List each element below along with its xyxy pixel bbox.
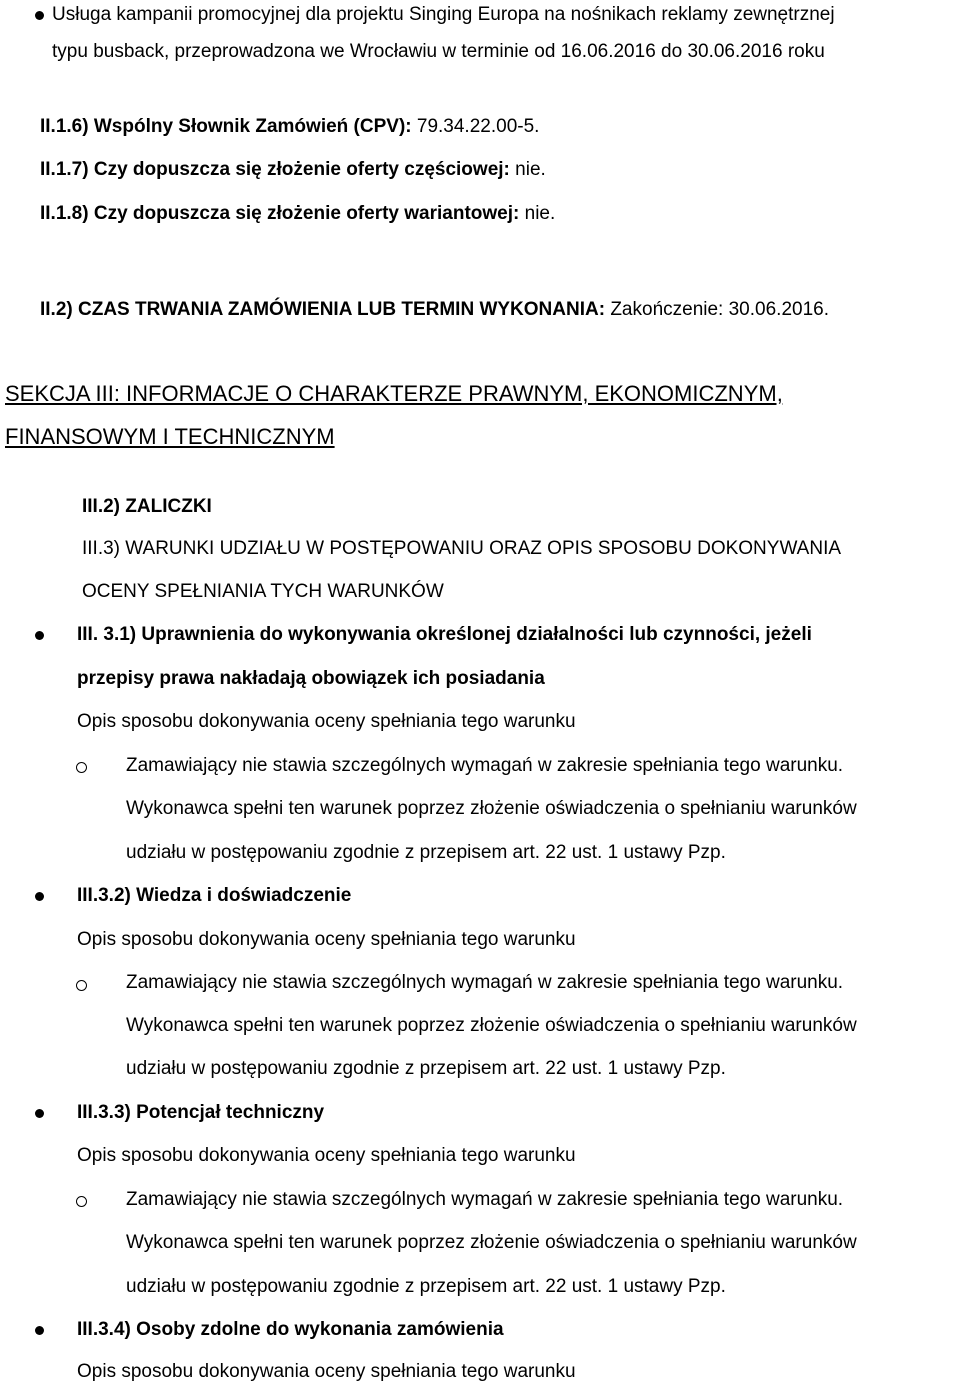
cpv-row	[40, 116, 539, 138]
variant-offer-label: II.1.8) Czy dopuszcza się złożenie oferty wariantowej:	[40, 203, 520, 224]
item-4-heading-line1: III.3.4) Osoby zdolne do wykonania zamówienia	[77, 1319, 504, 1340]
item-3-heading-line1: III.3.3) Potencjał techniczny	[77, 1102, 325, 1123]
sub-bullet-icon	[76, 1196, 87, 1207]
duration-row	[40, 299, 829, 321]
item-3-body-line2: Wykonawca spełni ten warunek poprzez złożenie oświadczenia o spełnianiu warunków	[126, 1232, 857, 1253]
bullet-icon	[35, 11, 44, 20]
item-2-heading-line1: III.3.2) Wiedza i doświadczenie	[77, 885, 352, 906]
section-iii-title-line1: SEKCJA III: INFORMACJE O CHARAKTERZE PRAWNYM, EKONOMICZNYM,	[5, 381, 783, 406]
bullet-icon	[35, 1326, 44, 1335]
variant-offer-row	[40, 203, 555, 225]
item-2-body-line2: Wykonawca spełni ten warunek poprzez złożenie oświadczenia o spełnianiu warunków	[126, 1015, 857, 1036]
duration-value: Zakończenie: 30.06.2016.	[610, 299, 829, 320]
item-3-body-line1: Zamawiający nie stawia szczególnych wymagań w zakresie spełniania tego warunku.	[126, 1189, 844, 1210]
item-2-body-line3: udziału w postępowaniu zgodnie z przepisem art. 22 ust. 1 ustawy Pzp.	[126, 1058, 726, 1079]
item-1-body-line2: Wykonawca spełni ten warunek poprzez złożenie oświadczenia o spełnianiu warunków	[126, 798, 857, 819]
conditions-heading-line2: OCENY SPEŁNIANIA TYCH WARUNKÓW	[82, 581, 444, 602]
partial-offer-value: nie.	[515, 159, 546, 180]
item-2-body-line1: Zamawiający nie stawia szczególnych wymagań w zakresie spełniania tego warunku.	[126, 972, 844, 993]
advances-heading: III.2) ZALICZKI	[82, 496, 212, 517]
variant-offer-value: nie.	[524, 203, 556, 224]
sub-bullet-icon	[76, 980, 87, 991]
partial-offer-label: II.1.7) Czy dopuszcza się złożenie oferty częściowej:	[40, 159, 510, 180]
item-1-heading-line2: przepisy prawa nakładają obowiązek ich posiadania	[77, 668, 545, 689]
sub-bullet-icon	[76, 762, 87, 773]
duration-label: II.2) CZAS TRWANIA ZAMÓWIENIA LUB TERMIN WYKONANIA:	[40, 299, 606, 320]
section-iii-title-line2: FINANSOWYM I TECHNICZNYM	[5, 424, 335, 449]
item-1-desc-heading: Opis sposobu dokonywania oceny spełniania tego warunku	[77, 711, 576, 732]
bullet-icon	[35, 631, 44, 640]
cpv-value: 79.34.22.00-5.	[416, 116, 540, 137]
bullet-icon	[35, 1109, 44, 1118]
item-1-heading-line1: III. 3.1) Uprawnienia do wykonywania określonej działalności lub czynności, jeżeli	[77, 624, 812, 645]
item-3-body-line3: udziału w postępowaniu zgodnie z przepisem art. 22 ust. 1 ustawy Pzp.	[126, 1276, 726, 1297]
item-1-body-line1: Zamawiający nie stawia szczególnych wymagań w zakresie spełniania tego warunku.	[126, 755, 844, 776]
conditions-heading-line1: III.3) WARUNKI UDZIAŁU W POSTĘPOWANIU ORAZ OPIS SPOSOBU DOKONYWANIA	[82, 538, 842, 559]
item-2-desc-heading: Opis sposobu dokonywania oceny spełniania tego warunku	[77, 929, 576, 950]
item-4-desc-heading: Opis sposobu dokonywania oceny spełniania tego warunku	[77, 1361, 576, 1382]
item-3-desc-heading: Opis sposobu dokonywania oceny spełniania tego warunku	[77, 1145, 576, 1166]
cpv-label: II.1.6) Wspólny Słownik Zamówień (CPV):	[40, 116, 412, 137]
intro-item-line2: typu busback, przeprowadzona we Wrocławiu w terminie od 16.06.2016 do 30.06.2016 roku	[52, 41, 825, 62]
partial-offer-row	[40, 159, 546, 181]
bullet-icon	[35, 892, 44, 901]
item-1-body-line3: udziału w postępowaniu zgodnie z przepisem art. 22 ust. 1 ustawy Pzp.	[126, 842, 726, 863]
intro-item-line1: Usługa kampanii promocyjnej dla projektu Singing Europa na nośnikach reklamy zewnętrznej	[52, 4, 835, 25]
